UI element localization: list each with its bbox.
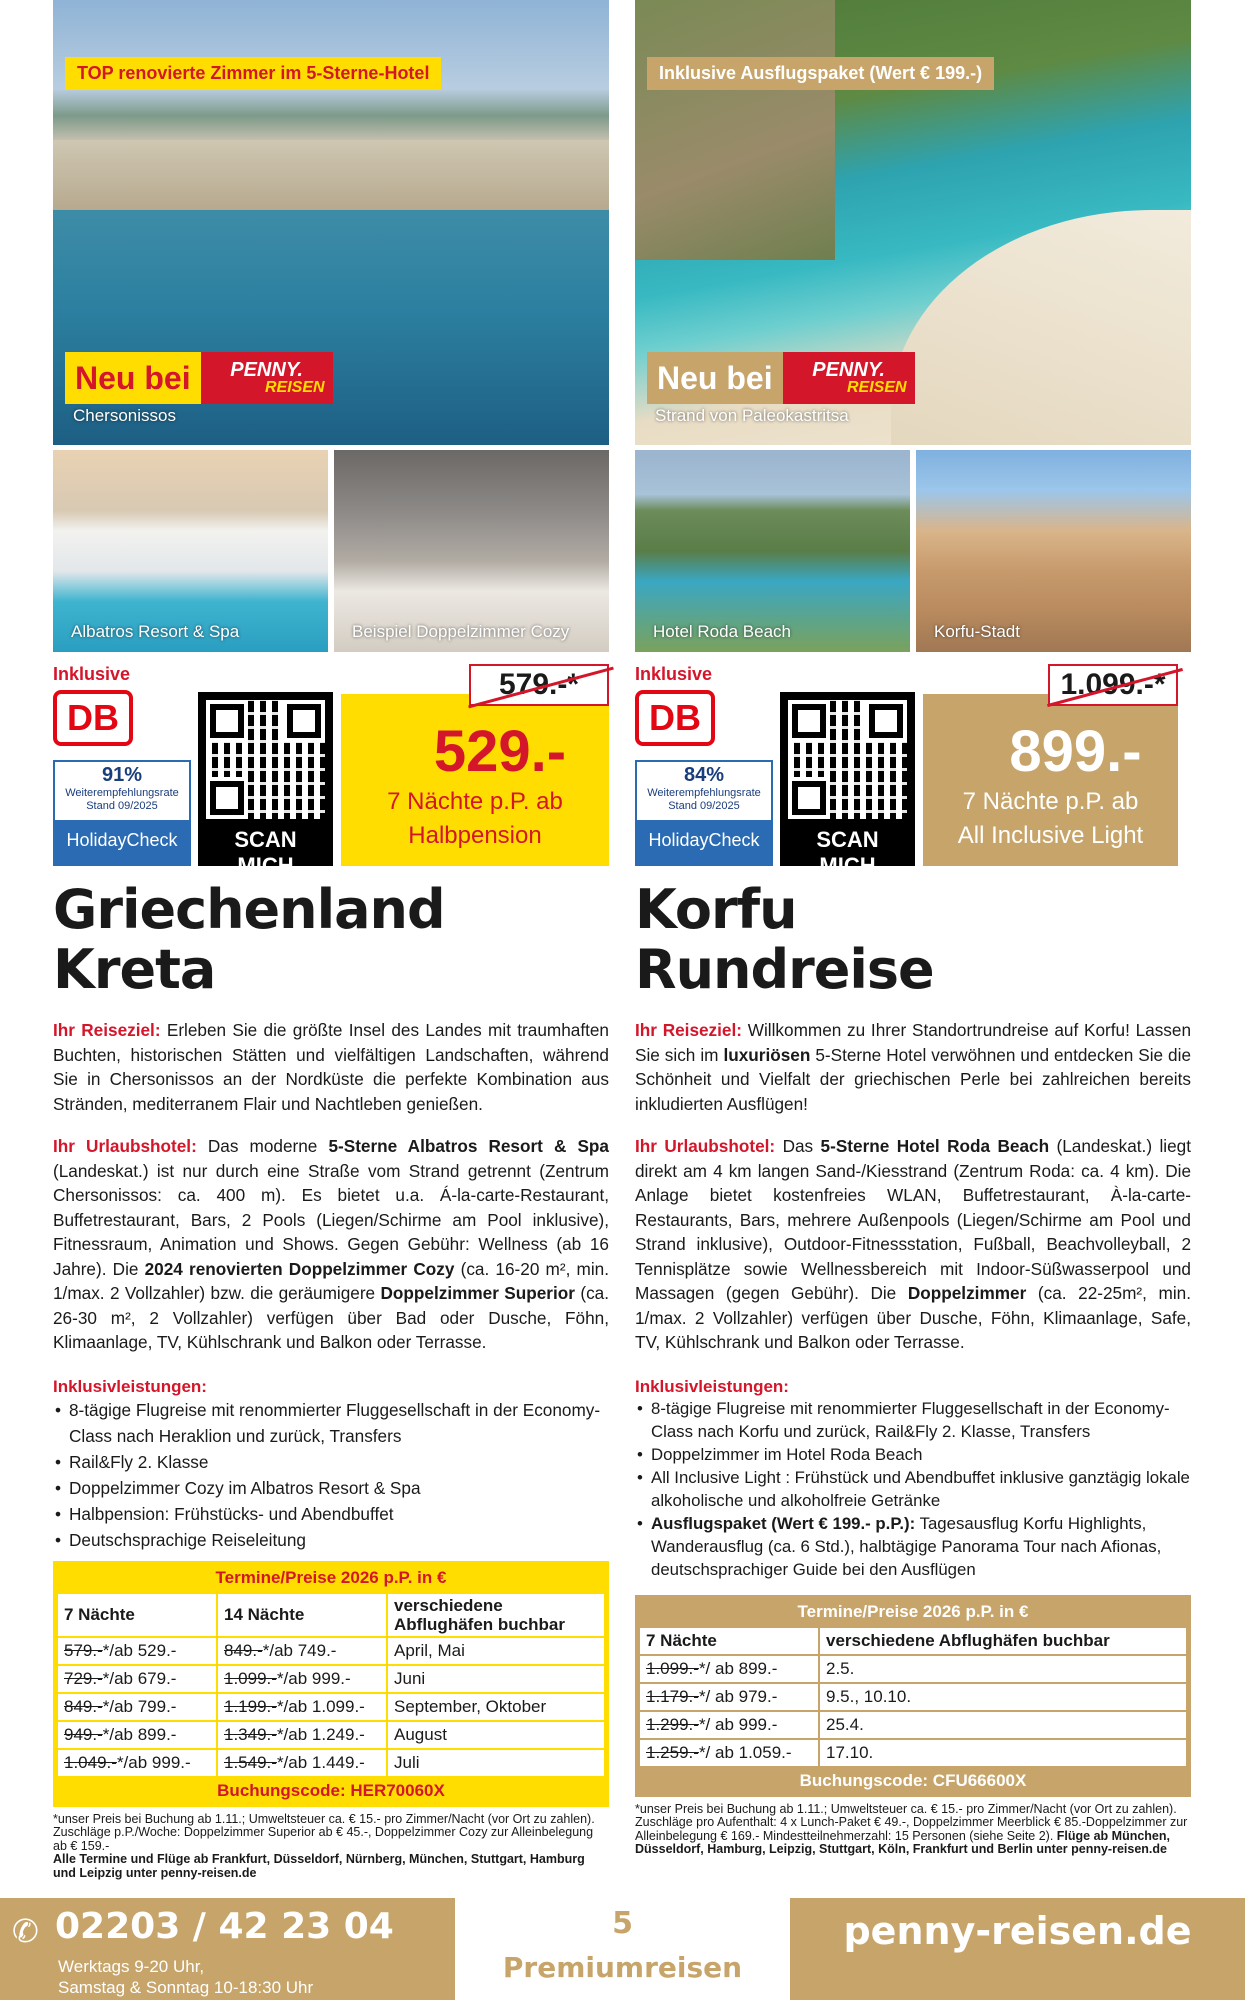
- list-item: • Ausflugspaket (Wert € 199.- p.P.): Tagesausflug Korfu Highlights, Wanderausflug (ca. 6 Std.), halbtägige Panorama Tour nach Afionas, deutschsprachiger Guide bei den Ausflügen: [635, 1512, 1191, 1581]
- db-logo: DB: [635, 690, 715, 746]
- hero-caption: Strand von Paleokastritsa: [655, 406, 849, 425]
- price-box: [635, 652, 1191, 878]
- table-row: 1.099.-*/ ab 899.- 2.5.: [639, 1655, 1187, 1683]
- list-item: • Halbpension: Frühstücks- und Abendbuffet: [53, 1501, 609, 1527]
- scan-label: SCAN MICH: [816, 827, 879, 878]
- qr-code[interactable]: [198, 692, 333, 878]
- current-price: 899.-: [1009, 719, 1142, 784]
- offer-title: Korfu Rundreise: [635, 878, 934, 1001]
- hero-tag: TOP renovierte Zimmer im 5-Sterne-Hotel: [65, 57, 441, 90]
- table-row: 729.-*/ab 679.- 1.099.-*/ab 999.- Juni: [57, 1665, 605, 1693]
- thumb-hotel-roda-beach: Hotel Roda Beach: [635, 450, 910, 652]
- new-at-penny-badge: Neu bei PENNY. REISEN: [647, 352, 915, 404]
- holidaycheck-badge: 84% Weiterempfehlungsrate Stand 09/2025 HolidayCheck: [635, 760, 773, 866]
- table-row: 849.-*/ab 799.- 1.199.-*/ab 1.099.- September, Oktober: [57, 1693, 605, 1721]
- inclusive-label: Inklusive: [53, 664, 131, 684]
- list-item: • 8-tägige Flugreise mit renommierter Fluggesellschaft in der Economy-Class nach Korfu und zurück, Rail&Fly 2. Klasse, Transfers: [635, 1397, 1191, 1443]
- booking-code: Buchungscode: HER70060X: [56, 1778, 606, 1804]
- thumb-albatros-resort: Albatros Resort & Spa: [53, 450, 328, 652]
- table-title: Termine/Preise 2026 p.P. in €: [638, 1598, 1188, 1626]
- list-item: • All Inclusive Light : Frühstück und Abendbuffet inklusive ganztägig lokale alkoholische und alkoholfreie Getränke: [635, 1466, 1191, 1512]
- table-row: 579.-*/ab 529.- 849.-*/ab 749.- April, Mai: [57, 1637, 605, 1665]
- price-box: [53, 652, 609, 878]
- hero-image-paleokastritsa: [635, 0, 1191, 445]
- qr-code[interactable]: [780, 692, 915, 878]
- qr-code-icon: [206, 700, 325, 819]
- section-title: Premiumreisen: [502, 1951, 743, 1984]
- inclusions-list: [53, 1397, 609, 1553]
- qr-code-icon: [788, 700, 907, 819]
- offer-kreta: [53, 0, 609, 1880]
- hero-caption: Chersonissos: [73, 406, 176, 425]
- offer-korfu: [635, 0, 1191, 1857]
- inclusions-title: Inklusivleistungen:: [53, 1376, 207, 1396]
- price-table: Termine/Preise 2026 p.P. in € 7 Nächte verschiedene Abflughäfen buchbar 1.099.-*/ ab 899.- 2.5. 1.179.-*/ ab 979.- 9.5., 10.10. 1.299.-*/ ab 999.- 25.4. 1.259.-*/ ab 1.059.- 17.10. Buchungscode: CFU66600X: [635, 1595, 1191, 1797]
- list-item: • Rail&Fly 2. Klasse: [53, 1449, 609, 1475]
- list-item: • Deutschsprachige Reiseleitung: [53, 1527, 609, 1553]
- new-at-penny-badge: Neu bei PENNY. REISEN: [65, 352, 333, 404]
- thumb-korfu-stadt: Korfu-Stadt: [916, 450, 1191, 652]
- page-footer: [0, 1898, 1245, 2000]
- hotel-text: Ihr Urlaubshotel: Das moderne 5-Sterne Albatros Resort & Spa (Landeskat.) ist nur durch eine Straße vom Strand getrennt (Zentrum Chersonissos: ca. 400 m). Es bietet u.a. Á-la-carte-Restaurant, Buffetrestaurant, Bars, 2 Pools (Liegen/Schirme am Pool inklusive), Fitnessraum, Animation und Shows. Gegen Gebühr: Wellness (ab 16 Jahre). Die 2024 renovierten Doppelzimmer Cozy (ca. 16-20 m², min. 1/max. 2 Vollzahler) bzw. die geräumigere Doppelzimmer Superior (ca. 26-30 m², 2 Vollzahler) verfügen über Bad oder Dusche, Föhn, Klimaanlage, TV, Kühlschrank und Balkon oder Terrasse.: [53, 1136, 609, 1352]
- inclusions-title: Inklusivleistungen:: [635, 1376, 789, 1396]
- list-item: • 8-tägige Flugreise mit renommierter Fluggesellschaft in der Economy-Class nach Heraklion und zurück, Transfers: [53, 1397, 609, 1449]
- price-panel: 529.- 7 Nächte p.P. ab Halbpension: [341, 694, 609, 866]
- db-logo: DB: [53, 690, 133, 746]
- scan-label: SCAN MICH: [234, 827, 297, 878]
- table-title: Termine/Preise 2026 p.P. in €: [56, 1564, 606, 1592]
- old-price: 1.099.-*: [1048, 664, 1178, 706]
- hero-image-chersonissos: [53, 0, 609, 445]
- footnote: *unser Preis bei Buchung ab 1.11.; Umweltsteuer ca. € 15.- pro Zimmer/Nacht (vor Ort zu zahlen). Zuschläge pro Aufenthalt: 4 x Lunch-Paket € 49.-, Doppelzimmer Meerblick € 85.-Doppelzimmer zur Alleinbelegung € 169.- Mindestteilnehmerzahl: 15 Personen (siehe Seite 2). Flüge ab München, Düsseldorf, Hamburg, Leipzig, Stuttgart, Köln, Frankfurt und Berlin unter penny-reisen.de: [635, 1801, 1188, 1856]
- table-row: 1.179.-*/ ab 979.- 9.5., 10.10.: [639, 1683, 1187, 1711]
- phone-icon: ✆: [12, 1912, 39, 1950]
- penny-reisen-logo: PENNY. REISEN: [783, 352, 915, 404]
- price-table: Termine/Preise 2026 p.P. in € 7 Nächte 14 Nächte verschiedene Abflughäfen buchbar 579.-*/ab 529.- 849.-*/ab 749.- April, Mai 729.-*/ab 679.- 1.099.-*/ab 999.- Juni 849.-*/ab 799.- 1.199.-*/ab 1.099.- September, Oktober 949.-*/ab 899.- 1.349.-*/ab 1.249.- August 1.049.-*/ab 999.- 1.549.-*/ab 1.449.- Juli Buchungscode: HER70060X: [53, 1561, 609, 1807]
- penny-reisen-logo: PENNY. REISEN: [201, 352, 333, 404]
- table-row: 949.-*/ab 899.- 1.349.-*/ab 1.249.- August: [57, 1721, 605, 1749]
- destination-text: Ihr Reiseziel: Erleben Sie die größte Insel des Landes mit traumhaften Buchten, historischen Stätten und vielfältigen Landschaften, während Sie in Chersonissos an der Nordküste die perfekte Kombination aus Stränden, mediterranem Flair und Nachtleben genießen.: [53, 1020, 609, 1114]
- thumb-doppelzimmer-cozy: Beispiel Doppelzimmer Cozy: [334, 450, 609, 652]
- hotel-text: Ihr Urlaubshotel: Das 5-Sterne Hotel Roda Beach (Landeskat.) liegt direkt am 4 km langen Sand-/Kiesstrand (Zentrum Roda: ca. 4 km). Die Anlage bietet kostenfreies WLAN, Buffetrestaurant, À-la-carte-Restaurants, Bars, mehrere Außenpools (Liegen/Schirme am Pool und Strand inklusive), Outdoor-Fitnessstation, Fußball, Beachvolleyball, 2 Tennisplätze sowie Wellnessbereich mit Indoor-Süßwasserpool und Massagen (gegen Gebühr). Die Doppelzimmer (ca. 22-25m², min. 1/max. 2 Vollzahler) verfügen über Dusche, Föhn, Klimaanlage, Safe, TV, Kühlschrank und Balkon oder Terrasse.: [635, 1136, 1191, 1352]
- price-panel: 899.- 7 Nächte p.P. ab All Inclusive Light: [923, 694, 1178, 866]
- old-price: 579.-*: [469, 664, 609, 706]
- website-link[interactable]: penny-reisen.de: [790, 1898, 1245, 2000]
- list-item: • Doppelzimmer im Hotel Roda Beach: [635, 1443, 1191, 1466]
- inclusive-label: Inklusive: [635, 664, 713, 684]
- current-price: 529.-: [433, 719, 567, 784]
- opening-hours: Werktags 9-20 Uhr, Samstag & Sonntag 10-18:30 Uhr: [58, 1957, 314, 1997]
- hotline-block: [0, 1898, 455, 2000]
- holidaycheck-badge: 91% Weiterempfehlungsrate Stand 09/2025 HolidayCheck: [53, 760, 191, 866]
- destination-text: Ihr Reiseziel: Willkommen zu Ihrer Standortrundreise auf Korfu! Lassen Sie sich im luxuriösen 5-Sterne Hotel verwöhnen und entdecken Sie die Schönheit und Vielfalt der griechischen Perle bei zahlreichen bereits inkludierten Ausflügen!: [635, 1020, 1192, 1114]
- hero-tag: Inklusive Ausflugspaket (Wert € 199.-): [647, 57, 994, 90]
- page-number: 5: [612, 1906, 633, 1941]
- table-row: 1.299.-*/ ab 999.- 25.4.: [639, 1711, 1187, 1739]
- table-row: 1.049.-*/ab 999.- 1.549.-*/ab 1.449.- Juli: [57, 1749, 605, 1777]
- inclusions-list: [635, 1397, 1191, 1581]
- table-row: 1.259.-*/ ab 1.059.- 17.10.: [639, 1739, 1187, 1767]
- list-item: • Doppelzimmer Cozy im Albatros Resort & Spa: [53, 1475, 609, 1501]
- page-info: [455, 1898, 790, 2000]
- booking-code: Buchungscode: CFU66600X: [638, 1768, 1188, 1794]
- footnote: *unser Preis bei Buchung ab 1.11.; Umweltsteuer ca. € 15.- pro Zimmer/Nacht (vor Ort zu zahlen). Zuschläge p.P./Woche: Doppelzimmer Superior ab € 45.-, Doppelzimmer Cozy zur Alleinbelegung ab € 159.- Alle Termine und Flüge ab Frankfurt, Düsseldorf, Nürnberg, München, Stuttgart, Hamburg und Leipzig unter penny-reisen.de: [53, 1811, 595, 1880]
- phone-number[interactable]: 02203 / 42 23 04: [55, 1906, 394, 1947]
- offer-title: Griechenland Kreta: [53, 878, 445, 1001]
